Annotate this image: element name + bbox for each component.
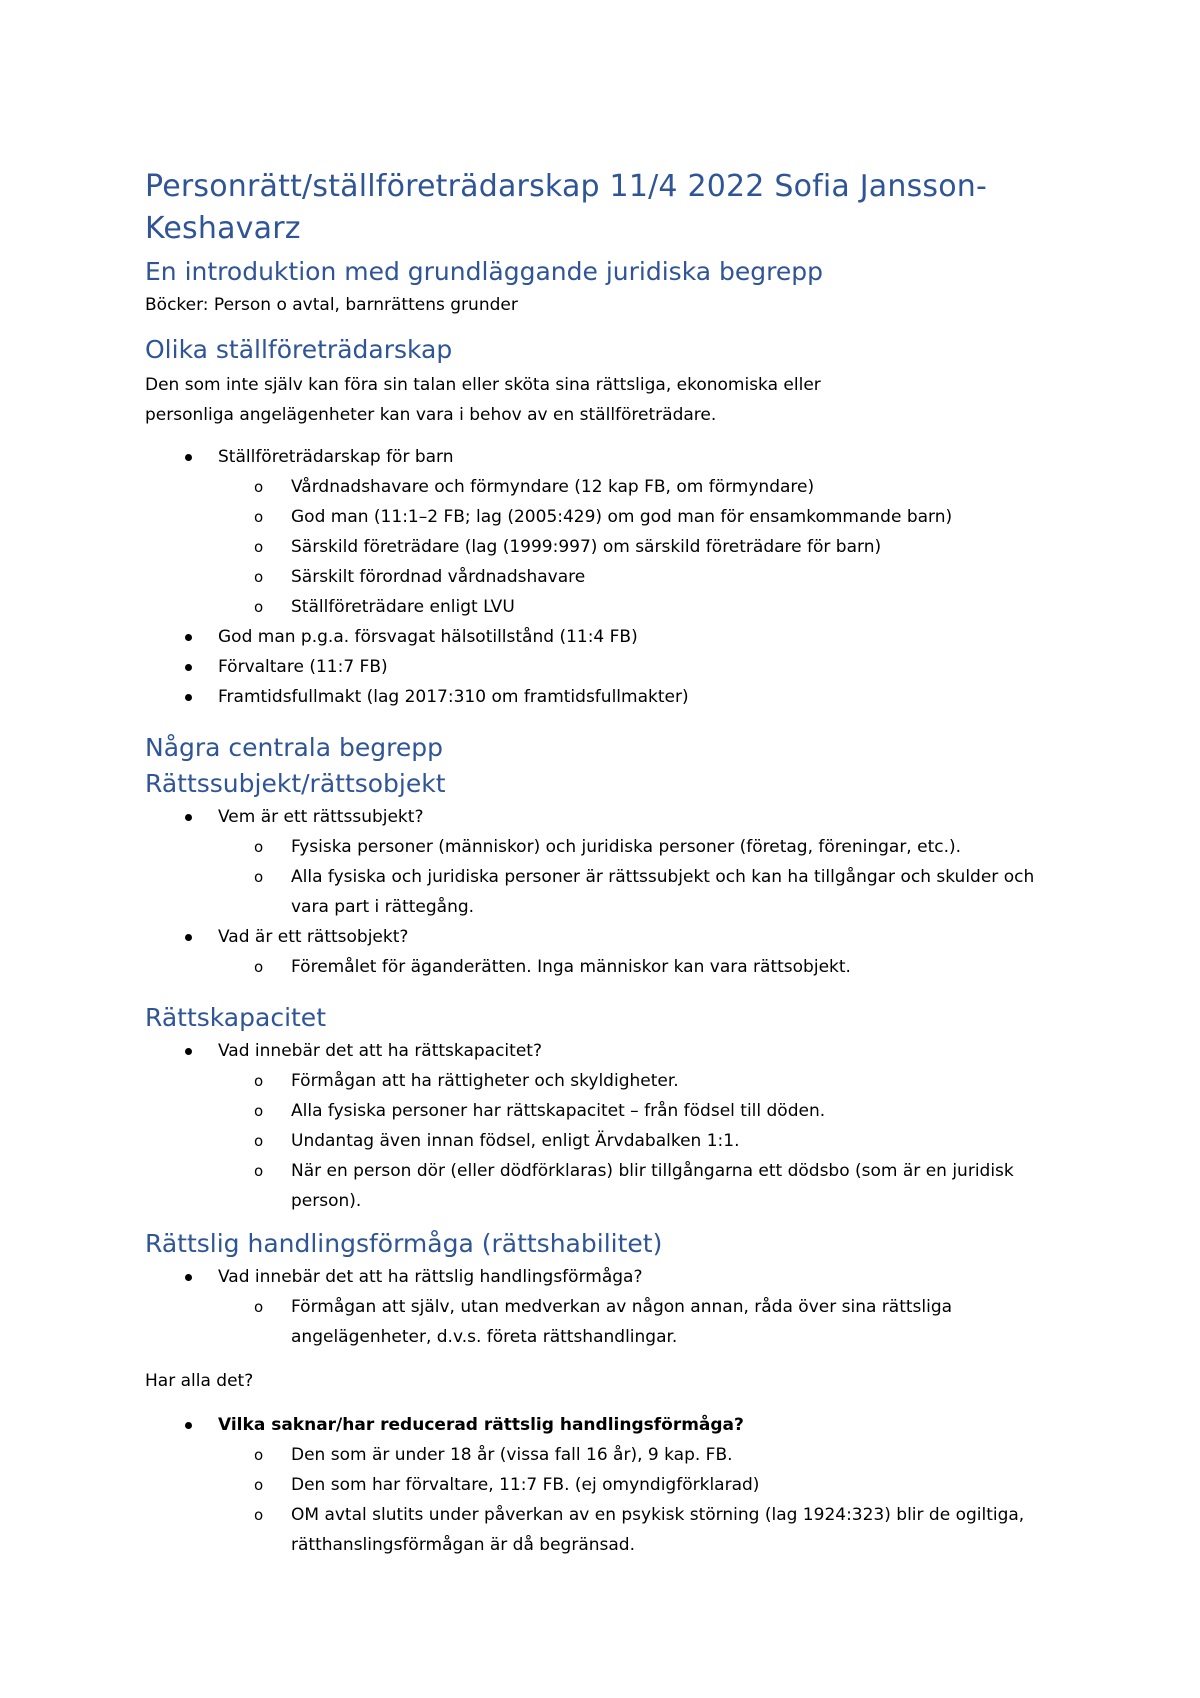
section-heading-centrala-begrepp: Några centrala begrepp	[145, 733, 443, 762]
sub-list-item-text: Vårdnadshavare och förmyndare (12 kap FB, om förmyndare)	[291, 477, 815, 497]
bullet-icon	[185, 694, 192, 701]
sub-list	[218, 952, 1075, 982]
circle-bullet-icon: o	[254, 1446, 264, 1464]
sub-list-item-text: Föremålet för äganderätten. Inga människor kan vara rättsobjekt.	[291, 957, 851, 977]
list-item-text: Vilka saknar/har reducerad rättslig handlingsförmåga?	[218, 1415, 744, 1435]
circle-bullet-icon: o	[254, 508, 264, 526]
section-heading-rattskapacitet: Rättskapacitet	[145, 1003, 326, 1032]
sub-list-item	[218, 832, 1075, 862]
sub-list-item-text: Alla fysiska personer har rättskapacitet – från födsel till döden.	[291, 1101, 826, 1121]
list-item-text: Vem är ett rättssubjekt?	[218, 807, 424, 827]
bullet-icon	[185, 814, 192, 821]
circle-bullet-icon: o	[254, 1506, 264, 1524]
sub-list-item	[218, 502, 1075, 532]
bullet-icon	[185, 454, 192, 461]
sub-list-item-text: OM avtal slutits under påverkan av en psykisk störning (lag 1924:323) blir de ogiltiga, rätthanslingsförmågan är då begränsad.	[291, 1505, 1025, 1555]
list-item-text: Vad innebär det att ha rättslig handlingsförmåga?	[218, 1267, 643, 1287]
document-content	[145, 166, 1075, 1560]
sub-list-item-text: Den som har förvaltare, 11:7 FB. (ej omyndigförklarad)	[291, 1475, 760, 1495]
list-item	[145, 622, 1075, 652]
list-item-text: Vad är ett rättsobjekt?	[218, 927, 409, 947]
bullet-icon	[185, 1048, 192, 1055]
circle-bullet-icon: o	[254, 1162, 264, 1180]
sub-list	[218, 1292, 1075, 1352]
sub-list-item	[218, 1440, 1075, 1470]
list-item	[145, 652, 1075, 682]
circle-bullet-icon: o	[254, 838, 264, 856]
list-item	[145, 922, 1075, 982]
section-subheading-rattssubjekt: Rättssubjekt/rättsobjekt	[145, 769, 446, 798]
list-item	[145, 1262, 1075, 1352]
section-heading-stallforetradarskap: Olika ställföreträdarskap	[145, 335, 453, 364]
sub-list	[218, 1440, 1075, 1560]
sub-list-item-text: Alla fysiska och juridiska personer är rättssubjekt och kan ha tillgångar och skulder och vara part i rättegång.	[291, 867, 1035, 917]
sub-list-item-text: När en person dör (eller dödförklaras) blir tillgångarna ett dödsbo (som är en juridisk person).	[291, 1161, 1014, 1211]
sub-list-item-text: Särskilt förordnad vårdnadshavare	[291, 567, 586, 587]
sub-list-item	[218, 1500, 1081, 1560]
sub-list-item	[218, 1470, 1075, 1500]
sub-list-item	[218, 1292, 1031, 1352]
circle-bullet-icon: o	[254, 478, 264, 496]
list-item-text: God man p.g.a. försvagat hälsotillstånd (11:4 FB)	[218, 627, 638, 647]
sub-list-item-text: Förmågan att själv, utan medverkan av någon annan, råda över sina rättsliga angelägenheter, d.v.s. företa rättshandlingar.	[291, 1297, 953, 1347]
ställföreträdarskap-list	[145, 442, 1075, 712]
sub-list-item	[218, 1096, 1075, 1126]
sub-list	[218, 1066, 1075, 1216]
sub-list-item	[218, 532, 1075, 562]
sub-list-item-text: Ställföreträdare enligt LVU	[291, 597, 515, 617]
bullet-icon	[185, 1274, 192, 1281]
question-line: Har alla det?	[145, 1371, 254, 1391]
bullet-icon	[185, 634, 192, 641]
handlingsformaga-list	[145, 1262, 1075, 1352]
list-item-text: Ställföreträdarskap för barn	[218, 447, 454, 467]
bullet-icon	[185, 664, 192, 671]
sub-list-item-text: God man (11:1–2 FB; lag (2005:429) om god man för ensamkommande barn)	[291, 507, 953, 527]
sub-list-item	[218, 1156, 1081, 1216]
sub-list	[218, 832, 1075, 922]
circle-bullet-icon: o	[254, 1132, 264, 1150]
sub-list-item	[218, 952, 1075, 982]
section-intro: Den som inte själv kan föra sin talan eller sköta sina rättsliga, ekonomiska eller personliga angelägenheter kan vara i behov av en ställföreträdare.	[145, 375, 821, 425]
reducerad-list	[145, 1410, 1075, 1560]
sub-list-item	[218, 592, 1075, 622]
circle-bullet-icon: o	[254, 598, 264, 616]
list-item-text: Vad innebär det att ha rättskapacitet?	[218, 1041, 542, 1061]
list-item	[145, 682, 1075, 712]
sub-list-item	[218, 1126, 1075, 1156]
rattssubjekt-list	[145, 802, 1075, 982]
circle-bullet-icon: o	[254, 538, 264, 556]
sub-list	[218, 472, 1075, 622]
sub-list-item	[218, 562, 1075, 592]
circle-bullet-icon: o	[254, 1476, 264, 1494]
list-item	[145, 442, 1075, 622]
sub-list-item	[218, 1066, 1075, 1096]
list-item	[145, 802, 1075, 922]
sub-list-item-text: Förmågan att ha rättigheter och skyldigheter.	[291, 1071, 679, 1091]
sub-list-item	[218, 472, 1075, 502]
list-item-text: Framtidsfullmakt (lag 2017:310 om framtidsfullmakter)	[218, 687, 689, 707]
document-subtitle: En introduktion med grundläggande juridiska begrepp	[145, 257, 823, 286]
list-item-text: Förvaltare (11:7 FB)	[218, 657, 388, 677]
circle-bullet-icon: o	[254, 868, 264, 886]
document-title: Personrätt/ställföreträdarskap 11/4 2022 Sofia Jansson-Keshavarz	[145, 169, 988, 246]
list-item	[145, 1036, 1075, 1216]
sub-list-item-text: Särskild företrädare (lag (1999:997) om särskild företrädare för barn)	[291, 537, 882, 557]
list-item	[145, 1410, 1075, 1560]
circle-bullet-icon: o	[254, 958, 264, 976]
rattskapacitet-list	[145, 1036, 1075, 1216]
circle-bullet-icon: o	[254, 1072, 264, 1090]
section-heading-handlingsformaga: Rättslig handlingsförmåga (rättshabilitet)	[145, 1229, 663, 1258]
books-line: Böcker: Person o avtal, barnrättens grunder	[145, 295, 518, 315]
sub-list-item	[218, 862, 1051, 922]
bullet-icon	[185, 1422, 192, 1429]
circle-bullet-icon: o	[254, 1298, 264, 1316]
circle-bullet-icon: o	[254, 568, 264, 586]
sub-list-item-text: Undantag även innan födsel, enligt Ärvdabalken 1:1.	[291, 1131, 740, 1151]
sub-list-item-text: Den som är under 18 år (vissa fall 16 år), 9 kap. FB.	[291, 1445, 733, 1465]
sub-list-item-text: Fysiska personer (människor) och juridiska personer (företag, föreningar, etc.).	[291, 837, 962, 857]
circle-bullet-icon: o	[254, 1102, 264, 1120]
bullet-icon	[185, 934, 192, 941]
